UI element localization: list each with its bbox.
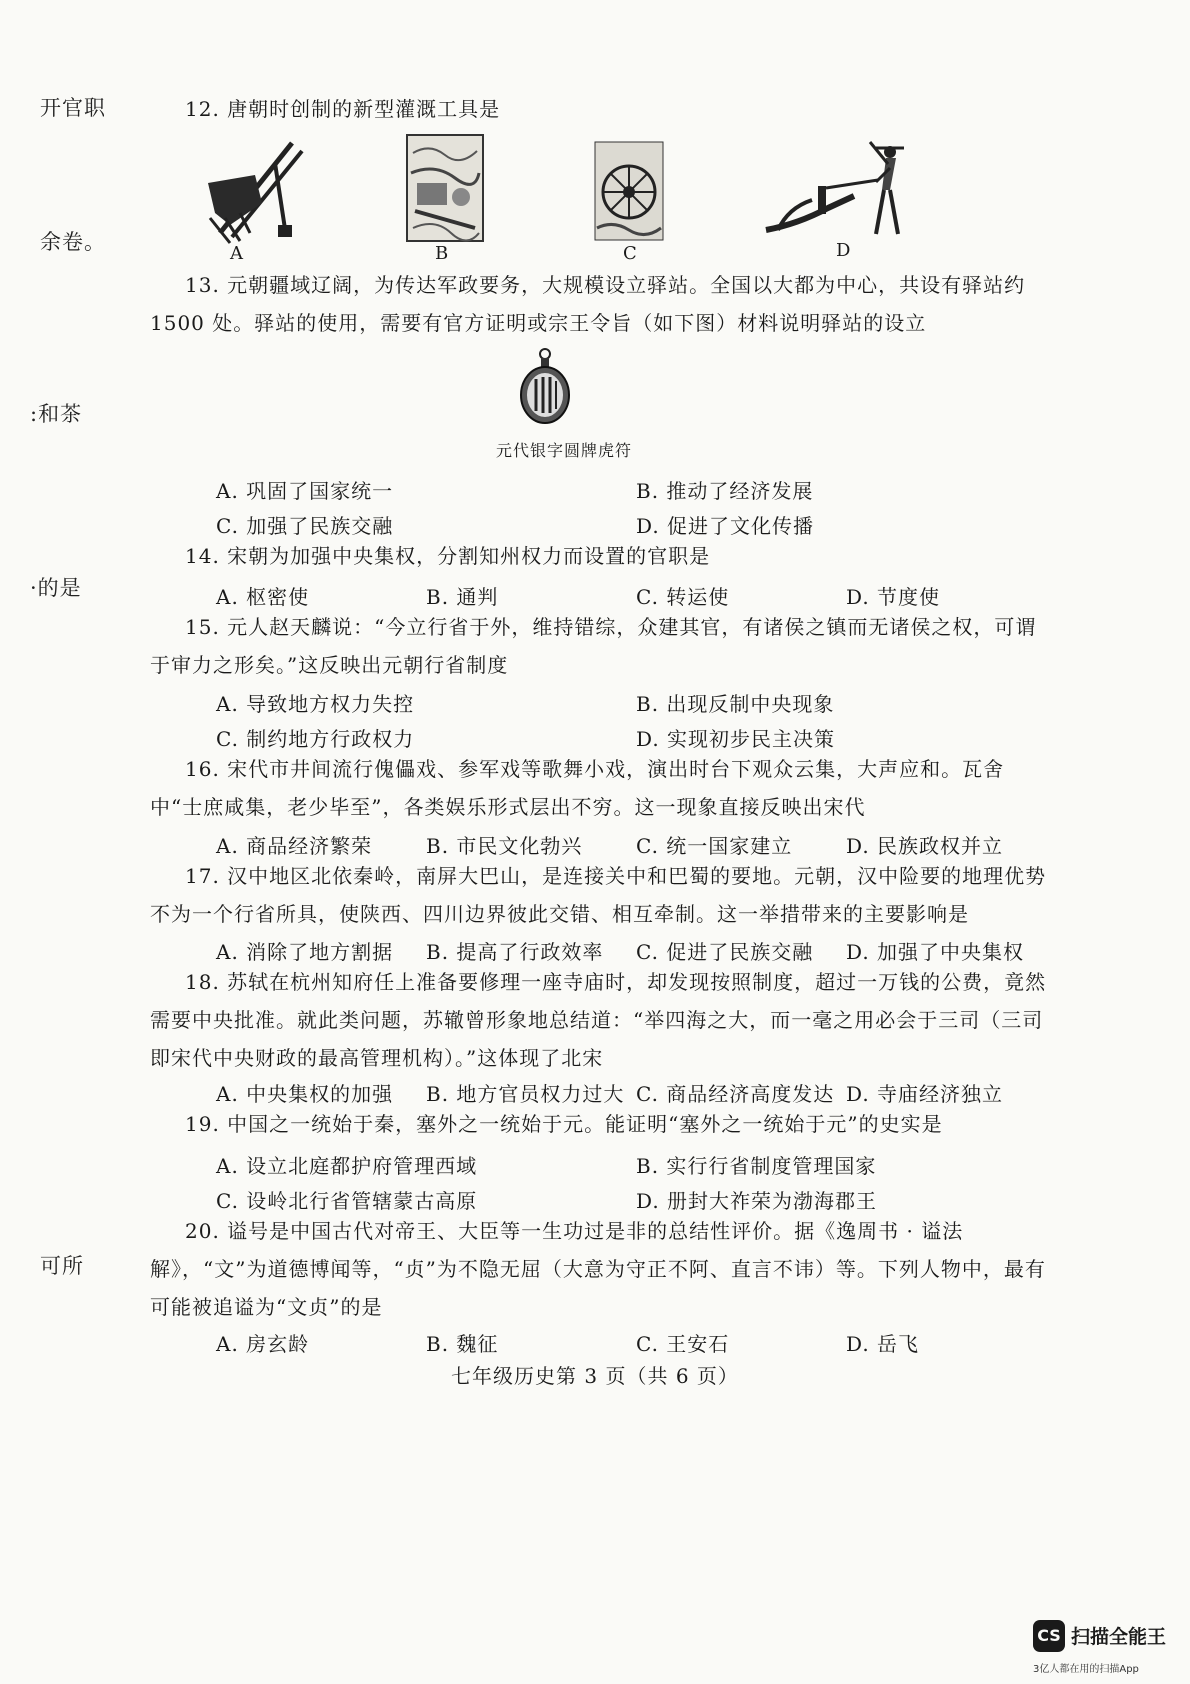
- question-13-stem: 13. 元朝疆域辽阔，为传达军政要务，大规模设立驿站。全国以大都为中心，共设有驿站约1500 处。驿站的使用，需要有官方证明或宗王令旨（如下图）材料说明驿站的设立: [150, 273, 1026, 335]
- irrigation-tool-d-image: [758, 138, 918, 242]
- irrigation-tool-b-image: [405, 133, 485, 243]
- question-18-stem: 18. 苏轼在杭州知府任上准备要修理一座寺庙时，却发现按照制度，超过一万钱的公费，竟然需要中央批准。就此类问题，苏辙曾形象地总结道：“举四海之大，而一毫之用必会于三司（三司即宋代中央财政的最高管理机构）。”这体现了北宋: [150, 970, 1047, 1070]
- option-b[interactable]: B. 出现反制中央现象: [636, 692, 835, 716]
- question-14-options: [216, 581, 1056, 610]
- figure-label-b: B: [435, 243, 449, 264]
- question-17-stem: 17. 汉中地区北依秦岭，南屏大巴山，是连接关中和巴蜀的要地。元朝，汉中险要的地理优势不为一个行省所具，使陕西、四川边界彼此交错、相互牵制。这一举措带来的主要影响是: [150, 864, 1047, 926]
- option-a[interactable]: A. 巩固了国家统一: [216, 479, 394, 503]
- margin-fragment: :和茶: [30, 402, 83, 426]
- option-d[interactable]: D. 岳飞: [846, 1332, 920, 1356]
- question-19-options-row-2: [216, 1185, 1056, 1214]
- question-19-stem: 19. 中国之一统始于秦，塞外之一统始于元。能证明“塞外之一统始于元”的史实是: [185, 1112, 943, 1136]
- option-d[interactable]: D. 册封大祚荣为渤海郡王: [636, 1189, 878, 1213]
- question-16-options: [216, 830, 1056, 859]
- page-footer: 七年级历史第 3 页（共 6 页）: [451, 1364, 739, 1388]
- question-19-options-row-1: [216, 1150, 1056, 1179]
- option-a[interactable]: A. 设立北庭都护府管理西域: [216, 1154, 478, 1178]
- question-17-options: [216, 936, 1056, 965]
- tiger-token-caption: 元代银字圆牌虎符: [496, 441, 633, 460]
- margin-fragment: 开官职: [40, 96, 106, 120]
- question-18-options: [216, 1078, 1056, 1107]
- option-d[interactable]: D. 加强了中央集权: [846, 940, 1025, 964]
- margin-fragment: 余卷。: [40, 230, 106, 254]
- question-13-options-row-2: [216, 510, 1056, 539]
- option-a[interactable]: A. 导致地方权力失控: [216, 692, 415, 716]
- option-d[interactable]: D. 民族政权并立: [846, 834, 1004, 858]
- option-b[interactable]: B. 地方官员权力过大: [426, 1082, 625, 1106]
- option-c[interactable]: C. 王安石: [636, 1332, 730, 1356]
- figure-label-a: A: [230, 243, 243, 264]
- question-20-stem: 20. 谥号是中国古代对帝王、大臣等一生功过是非的总结性评价。据《逸周书 · 谥法解》，“文”为道德博闻等，“贞”为不隐无屈（大意为守正不阿、直言不讳）等。下列人物中，最有可能被追谥为“文贞”的是: [150, 1219, 1046, 1319]
- option-c[interactable]: C. 商品经济高度发达: [636, 1082, 835, 1106]
- option-b[interactable]: B. 魏征: [426, 1332, 499, 1356]
- scanner-logo-icon: CS: [1033, 1620, 1065, 1652]
- question-14-stem: 14. 宋朝为加强中央集权，分割知州权力而设置的官职是: [185, 544, 711, 568]
- option-c[interactable]: C. 促进了民族交融: [636, 940, 814, 964]
- question-15-options-row-1: [216, 688, 1056, 717]
- question-16-stem: 16. 宋代市井间流行傀儡戏、参军戏等歌舞小戏，演出时台下观众云集，大声应和。瓦舍中“士庶咸集，老少毕至”，各类娱乐形式层出不穷。这一现象直接反映出宋代: [150, 757, 1005, 819]
- option-b[interactable]: B. 通判: [426, 585, 499, 609]
- option-a[interactable]: A. 消除了地方割据: [216, 940, 394, 964]
- option-b[interactable]: B. 推动了经济发展: [636, 479, 814, 503]
- margin-fragment: 可所: [40, 1254, 84, 1278]
- option-c[interactable]: C. 设岭北行省管辖蒙古高原: [216, 1189, 478, 1213]
- option-c[interactable]: C. 统一国家建立: [636, 834, 793, 858]
- question-12-stem: 12. 唐朝时创制的新型灌溉工具是: [185, 97, 501, 121]
- option-b[interactable]: B. 提高了行政效率: [426, 940, 604, 964]
- figure-label-c: C: [623, 243, 637, 264]
- option-c[interactable]: C. 加强了民族交融: [216, 514, 394, 538]
- irrigation-tool-c-image: [593, 140, 665, 242]
- scanner-app-tagline: 3亿人都在用的扫描App: [1033, 1664, 1139, 1675]
- option-a[interactable]: A. 房玄龄: [216, 1332, 310, 1356]
- option-b[interactable]: B. 实行行省制度管理国家: [636, 1154, 877, 1178]
- option-c[interactable]: C. 制约地方行政权力: [216, 727, 415, 751]
- option-a[interactable]: A. 枢密使: [216, 585, 310, 609]
- option-a[interactable]: A. 商品经济繁荣: [216, 834, 373, 858]
- option-d[interactable]: D. 寺庙经济独立: [846, 1082, 1004, 1106]
- option-d[interactable]: D. 实现初步民主决策: [636, 727, 836, 751]
- irrigation-tool-a-image: [200, 133, 310, 248]
- question-15-stem: 15. 元人赵天麟说：“今立行省于外，维持错综，众建其官，有诸侯之镇而无诸侯之权，可谓于审力之形矣。”这反映出元朝行省制度: [150, 615, 1037, 677]
- option-a[interactable]: A. 中央集权的加强: [216, 1082, 394, 1106]
- margin-fragment: ·的是: [30, 576, 82, 600]
- question-15-options-row-2: [216, 723, 1056, 752]
- question-13-options-row-1: [216, 475, 1056, 504]
- option-d[interactable]: D. 节度使: [846, 585, 941, 609]
- option-d[interactable]: D. 促进了文化传播: [636, 514, 815, 538]
- option-c[interactable]: C. 转运使: [636, 585, 730, 609]
- option-b[interactable]: B. 市民文化勃兴: [426, 834, 583, 858]
- figure-label-d: D: [836, 240, 851, 261]
- tiger-token-image: [519, 347, 571, 425]
- question-20-options: [216, 1328, 1056, 1357]
- scanner-watermark: [1033, 1620, 1183, 1680]
- scanner-app-name: 扫描全能王: [1071, 1626, 1167, 1648]
